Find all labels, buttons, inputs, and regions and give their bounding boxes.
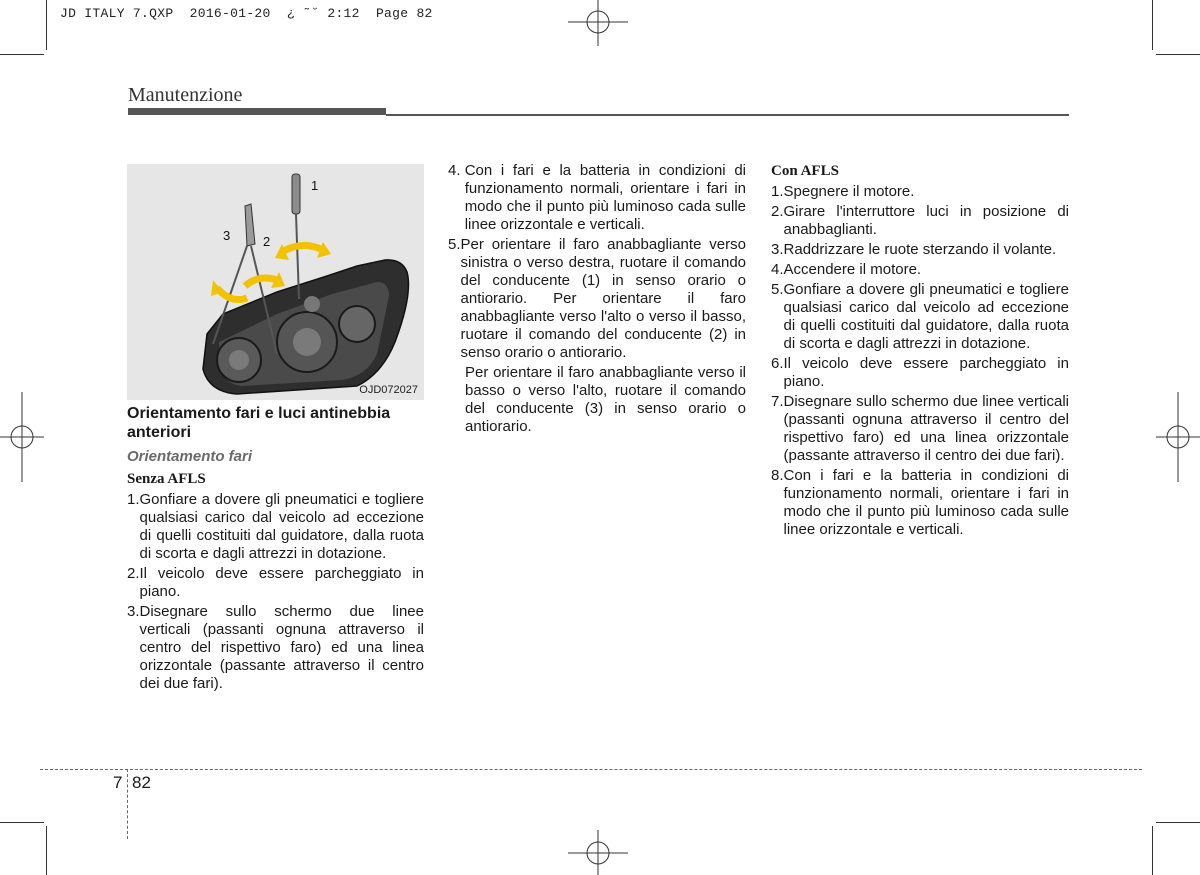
page-number: 82 bbox=[132, 773, 151, 792]
list-item bbox=[448, 162, 746, 234]
chapter-number: 7 bbox=[113, 773, 123, 792]
crop-mark bbox=[1156, 822, 1200, 823]
step-text: Accendere il motore. bbox=[783, 261, 922, 278]
registration-mark-left bbox=[0, 392, 44, 482]
step-text: Raddrizzare le ruote sterzando il volante. bbox=[783, 241, 1057, 258]
step-text: Per orientare il faro anabbagliante verso sinistra o verso destra, ruotare il comando del conducente (1) in senso orario o antiorario. Per orientare il faro anabbagliante verso l'alto o verso il basso, ruotare il comando del conducente (2) in senso orario o antiorario. bbox=[460, 236, 746, 361]
step-number: 2. bbox=[771, 203, 784, 220]
crop-mark bbox=[0, 54, 44, 55]
label-con-afls: Con AFLS bbox=[771, 163, 839, 179]
steps-list-continued bbox=[448, 162, 746, 362]
right-column bbox=[771, 162, 1069, 541]
label-senza-afls: Senza AFLS bbox=[127, 471, 206, 487]
crop-mark bbox=[0, 822, 44, 823]
step-text: Con i fari e la batteria in condizioni di funzionamento normali, orientare i fari in modo che il punto più luminoso cada sulle linee orizzontale e verticali. bbox=[464, 162, 746, 233]
step-number: 6. bbox=[771, 355, 784, 372]
list-item bbox=[771, 281, 1069, 353]
step-number: 3. bbox=[127, 603, 140, 620]
list-item bbox=[771, 261, 1069, 279]
step-number: 8. bbox=[771, 467, 784, 484]
left-column bbox=[127, 404, 424, 695]
registration-mark-right bbox=[1156, 392, 1200, 482]
list-item bbox=[771, 393, 1069, 465]
steps-list-senza-afls bbox=[127, 491, 424, 693]
step-text: Spegnere il motore. bbox=[783, 183, 915, 200]
section-heading: Orientamento fari e luci antinebbia anteriori bbox=[127, 405, 391, 441]
footer-dashed-rule bbox=[40, 769, 1142, 770]
list-item bbox=[127, 565, 424, 601]
crop-mark bbox=[1152, 826, 1153, 875]
step-number: 2. bbox=[127, 565, 140, 582]
list-item bbox=[771, 241, 1069, 259]
step-text: Gonfiare a dovere gli pneumatici e togliere qualsiasi carico dal veicolo ad eccezione di quelli costituiti dal guidatore, dalla ruota di scorta e dagli attrezzi in dotazione. bbox=[783, 281, 1069, 352]
middle-column bbox=[448, 162, 746, 436]
section-title: Manutenzione bbox=[128, 84, 243, 106]
headlamp-figure bbox=[127, 164, 424, 400]
callout-2: 2 bbox=[263, 234, 271, 249]
list-item bbox=[771, 203, 1069, 239]
step-number: 4. bbox=[448, 162, 465, 179]
list-item bbox=[448, 236, 746, 362]
crop-mark bbox=[1156, 54, 1200, 55]
list-item bbox=[771, 355, 1069, 391]
step-text: Girare l'interruttore luci in posizione di anabbaglianti. bbox=[783, 203, 1069, 238]
callout-1: 1 bbox=[311, 178, 319, 193]
step-text: Disegnare sullo schermo due linee verticali (passanti ognuna attraverso il centro del rispettivo faro) ed una linea orizzontale (passante attraverso il centro dei due fari). bbox=[783, 393, 1069, 464]
step-text: Disegnare sullo schermo due linee verticali (passanti ognuna attraverso il centro del rispettivo faro) ed una linea orizzontale (passante attraverso il centro dei due fari). bbox=[139, 603, 424, 692]
step-text: Il veicolo deve essere parcheggiato in piano. bbox=[783, 355, 1069, 390]
footer-dashed-divider bbox=[127, 769, 128, 839]
step-number: 1. bbox=[771, 183, 784, 200]
step-number: 5. bbox=[448, 236, 461, 253]
crop-mark bbox=[46, 0, 47, 50]
steps-list-con-afls bbox=[771, 183, 1069, 539]
extra-paragraph: Per orientare il faro anabbagliante verso il basso o verso l'alto, ruotare il comando del conducente (3) in senso orario o antiorario. bbox=[465, 364, 746, 435]
step-number: 5. bbox=[771, 281, 784, 298]
registration-mark-bottom bbox=[568, 830, 628, 875]
callout-3: 3 bbox=[223, 228, 231, 243]
registration-mark-top bbox=[568, 0, 628, 46]
step-number: 1. bbox=[127, 491, 140, 508]
print-slug-line: JD ITALY 7.QXP 2016-01-20 ¿ ˜˘ 2:12 Page 82 bbox=[60, 6, 433, 21]
crop-mark bbox=[1152, 0, 1153, 50]
list-item bbox=[771, 183, 1069, 201]
step-number: 3. bbox=[771, 241, 784, 258]
subheading: Orientamento fari bbox=[127, 448, 253, 465]
step-number: 7. bbox=[771, 393, 784, 410]
header-rule-thick bbox=[128, 108, 386, 115]
list-item bbox=[127, 491, 424, 563]
step-text: Il veicolo deve essere parcheggiato in piano. bbox=[139, 565, 424, 600]
step-number: 4. bbox=[771, 261, 784, 278]
crop-mark bbox=[46, 826, 47, 875]
list-item bbox=[771, 467, 1069, 539]
step-text: Con i fari e la batteria in condizioni di funzionamento normali, orientare i fari in modo che il punto più luminoso cada sulle linee orizzontale e verticali. bbox=[783, 467, 1069, 538]
header-rule-thin bbox=[386, 114, 1069, 116]
list-item bbox=[127, 603, 424, 693]
headlamp-illustration bbox=[127, 164, 424, 400]
step-text: Gonfiare a dovere gli pneumatici e togliere qualsiasi carico dal veicolo ad eccezione di quelli costituiti dal guidatore, dalla ruota di scorta e dagli attrezzi in dotazione. bbox=[139, 491, 424, 562]
figure-code: OJD072027 bbox=[359, 384, 418, 396]
